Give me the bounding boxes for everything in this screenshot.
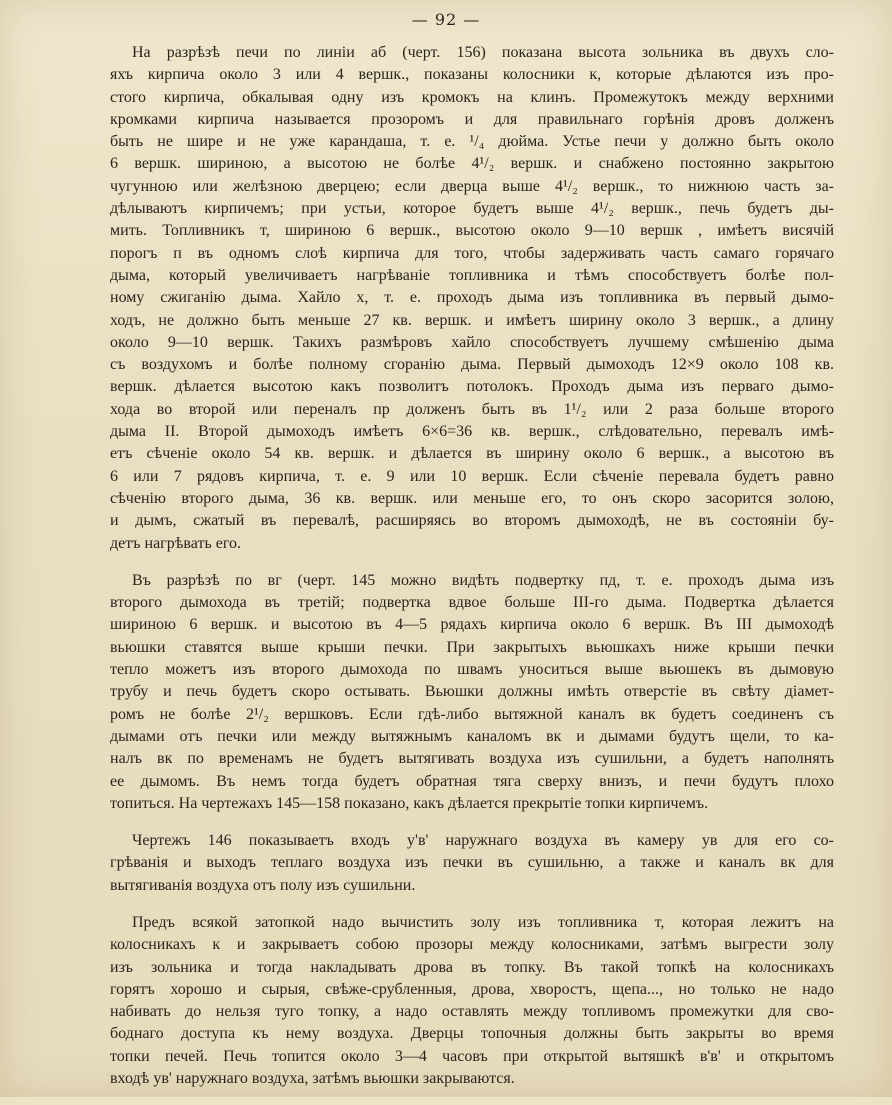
text-line: изъ зольника и тогда накладывать дрова въ топку. Въ такой топкѣ на колосникахъ (110, 958, 834, 976)
text-line: и дымъ, сжатый въ перевалѣ, расширяясь во второмъ дымоходѣ, не въ состояніи бу- (110, 512, 834, 530)
text-line: дыма II. Второй дымоходъ имѣетъ 6×6=36 кв. вершк., слѣдовательно, перевалъ имѣ- (110, 423, 834, 441)
text-line: На разрѣзѣ печи по линіи аб (черт. 156) показана высота зольника въ двухъ сло- (132, 44, 834, 61)
text-line: вьюшки ставятся выше крыши печки. При закрытыхъ вьюшкахъ ниже крыши печки (110, 638, 834, 656)
text-line: второго дымохода въ третій; подвертка вдвое больше III-го дыма. Подвертка дѣлается (110, 594, 834, 612)
page-body (110, 42, 834, 1105)
page-number: — 92 — (411, 10, 481, 29)
text-line: горятъ хорошо и сырыя, свѣже-срубленныя, дрова, хворостъ, щепа..., но только не надо (110, 980, 834, 998)
text-line: детъ нагрѣвать его. (110, 534, 242, 552)
text-line: боднаго доступа къ нему воздуха. Дверцы топочныя должны быть закрыты во время (110, 1025, 834, 1043)
text-line: хода во второй или переналъ пр долженъ быть въ 1¹/₂ или 2 раза больше второго (110, 400, 834, 418)
text-line: дѣлываютъ кирпичемъ; при устьи, которое будетъ выше 4¹/₂ вершк., печь будетъ ды- (110, 200, 834, 218)
paragraph (110, 42, 834, 555)
text-line: кромками кирпича называется прозоромъ и для правильнаго горѣнія дровъ долженъ (110, 110, 834, 128)
text-line: стого кирпича, обкалывая одну изъ кромокъ на клинъ. Промежутокъ между верхними (110, 88, 834, 106)
text-line: грѣванія и выходъ теплаго воздуха изъ печки въ сушильню, а также и каналъ вк для (110, 854, 834, 872)
paragraph (110, 912, 834, 1090)
text-line: трубу и печь будетъ скоро остывать. Вьюшки должны имѣть отверстіе въ свѣту діамет- (110, 683, 834, 701)
text-line: дымами отъ печки или между вытяжнымъ каналомъ вк и дымами будутъ щели, то ка- (110, 727, 834, 745)
text-line: съ воздухомъ и болѣе полному сгоранію дыма. Первый дымоходъ 12×9 около 108 кв. (110, 356, 834, 374)
text-line: колосникахъ к и закрываетъ собою прозоры между колосниками, затѣмъ выгрести золу (110, 936, 834, 954)
text-line: вытягиванія воздуха отъ полу изъ сушильни. (110, 876, 416, 894)
text-line: набивать до нельзя туго топку, а надо оставлять между топливомъ промежутки для сво- (110, 1003, 834, 1021)
text-line: 6 вершк. шириною, а высотою не болѣе 4¹/₂ вершк. и снабжено постоянно закрытою (110, 155, 834, 173)
text-line: шириною 6 вершк. и высотою въ 4—5 рядахъ кирпича около 6 вершк. Въ III дымоходѣ (110, 616, 834, 634)
paragraph (110, 570, 834, 815)
text-line: входѣ ув' наружнаго воздуха, затѣмъ вьюшки закрываются. (110, 1070, 515, 1088)
text-line: тепло можетъ изъ второго дымохода по швамъ уноситься выше вьюшекъ въ дымовую (110, 661, 834, 679)
text-line: Предъ всякой затопкой надо вычистить золу изъ топливника т, которая лежитъ на (132, 913, 834, 931)
text-line: топки печей. Печь топится около 3—4 часовъ при открытой вытяшкѣ в'в' и открытомъ (110, 1047, 834, 1065)
text-line: етъ сѣченіе около 54 кв. вершк. и дѣлается въ ширину около 6 вершк., а высотою въ (110, 445, 834, 463)
text-line: 6 или 7 рядовъ кирпича, т. е. 9 или 10 вершк. Если сѣченіе перевала будетъ равно (110, 467, 834, 485)
paragraph (110, 830, 834, 897)
text-line: налъ вк по временамъ не будетъ вытягивать воздуха изъ сушильни, а будетъ наполнять (110, 750, 834, 768)
text-line: быть не шире и не уже карандаша, т. е. ¹/₄ дюйма. Устье печи у должно быть около (110, 133, 834, 151)
text-line: Чертежъ 146 показываетъ входъ у'в' наружнаго воздуха въ камеру ув для его со- (132, 832, 834, 850)
text-line: около 9—10 вершк. Такихъ размѣровъ хайло способствуетъ лучшему смѣшенію дыма (110, 333, 834, 351)
text-line: ее дымомъ. Въ немъ тогда будетъ обратная тяга сверху внизъ, и печи будутъ плохо (110, 772, 834, 790)
text-line: вершк. дѣлается высотою какъ позволитъ потолокъ. Проходъ дыма изъ перваго дымо- (110, 378, 834, 396)
text-line: мить. Топливникъ т, шириною 6 вершк., высотою около 9—10 вершк , имѣетъ висячій (110, 222, 834, 240)
text-line: порогъ п въ одномъ слоѣ кирпича для того, чтобы задерживать часть самаго горячаго (110, 244, 834, 262)
text-line: Въ разрѣзѣ по вг (черт. 145 можно видѣть подвертку пд, т. е. проходъ дыма изъ (132, 571, 834, 589)
text-line: сѣченію второго дыма, 36 кв. вершк. или меньше его, то онъ скоро засорится золою, (110, 489, 834, 507)
text-line: чугунною или желѣзною дверцею; если дверца выше 4¹/₂ вершк., то нижнюю часть за- (110, 177, 834, 195)
text-line: ромъ не болѣе 2¹/₂ вершковъ. Если гдѣ-либо вытяжной каналъ вк будетъ соединенъ съ (110, 705, 834, 723)
text-line: дыма, который увеличиваетъ нагрѣваніе топливника и тѣмъ способствуетъ болѣе пол- (110, 266, 834, 284)
text-line: ходъ, не должно быть меньше 27 кв. вершк. и имѣетъ ширину около 3 вершк., а длину (110, 311, 834, 329)
text-line: топиться. На чертежахъ 145—158 показано, какъ дѣлается прекрытіе топки кирпичемъ. (110, 794, 709, 812)
text-line: ному сжиганію дыма. Хайло х, т. е. проходъ дыма изъ топливника въ первый дымо- (110, 289, 834, 307)
text-line: яхъ кирпича около 3 или 4 вершк., показаны колосники к, которые дѣлаются изъ про- (110, 66, 834, 84)
